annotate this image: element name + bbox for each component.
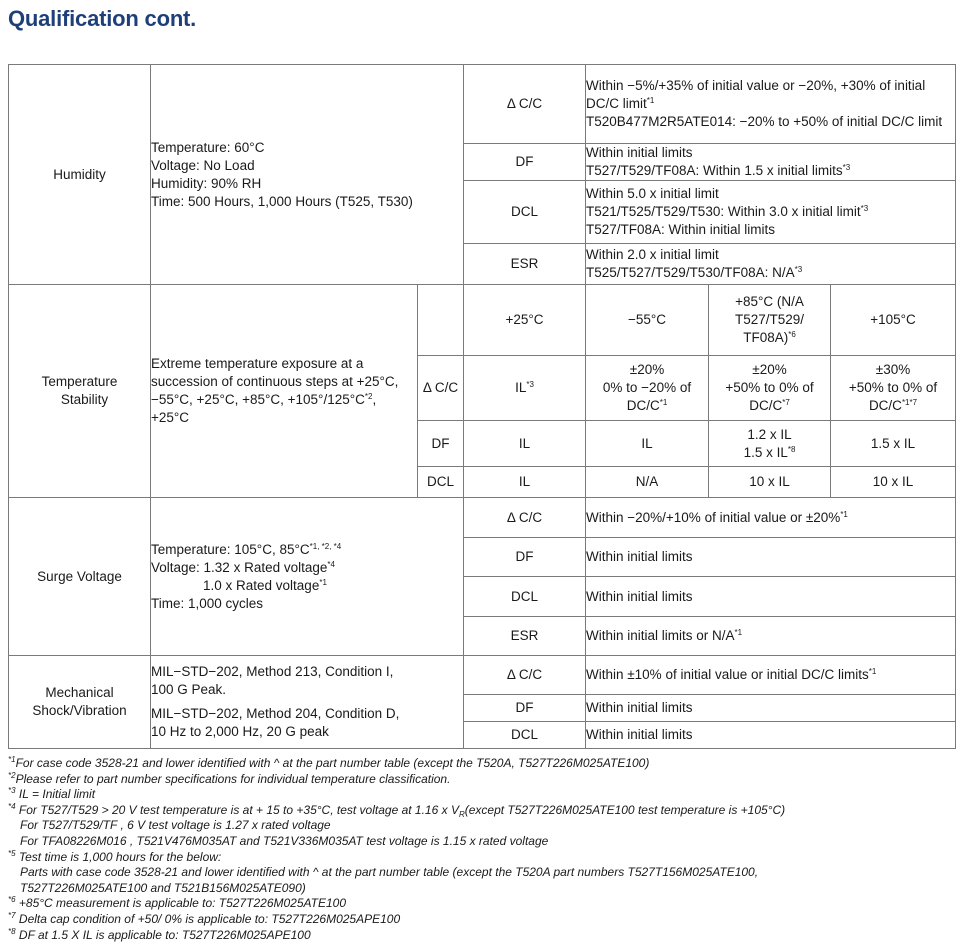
mech-df-param: DF [464, 695, 586, 722]
temp-stability-label: Temperature Stability [9, 285, 151, 498]
temp-dcl-105: 10 x IL [831, 467, 956, 498]
mechanical-conditions: MIL−STD−202, Method 213, Condition I, 100 G Peak. MIL−STD−202, Method 204, Condition D, 10 Hz to 2,000 Hz, 20 G peak [151, 656, 464, 749]
mech-df-criteria: Within initial limits [586, 695, 956, 722]
humidity-df-criteria: Within initial limits T527/T529/TF08A: Within 1.5 x initial limits$^{*3}$ [586, 144, 956, 181]
mechanical-label: Mechanical Shock/Vibration [9, 656, 151, 749]
temp-dcc-minus55: ±20% 0% to −20% of $DC/C^{*1}$ [586, 356, 709, 421]
footnote-5-line2: Parts with case code 3528-21 and lower identified with ^ at the part number table (except the T520A part numbers T527T156M025ATE100, [20, 865, 759, 880]
surge-conditions: Temperature: 105°C, $85^\circ C^{*1, *2, *4}$ Voltage: 1.32 x Rated voltage$^{*4}$ 1.0 x Rated voltage$^{*1}$ Time: 1,000 cycles [151, 498, 464, 656]
temp-df-param: DF [418, 421, 464, 467]
humidity-cond-line: Temperature: 60°C [151, 139, 265, 155]
qualification-table [8, 64, 956, 749]
humidity-dcc-criteria: Within −5%/+35% of initial value or −20%, +30% of initial DC/C limit$^{*1}$ T520B477M2R5ATE014: −20% to +50% of initial DC/C limit [586, 65, 956, 144]
humidity-esr-criteria: Within 2.0 x initial limit T525/T527/T529/T530/TF08A: $N/A^{*3}$ [586, 244, 956, 285]
humidity-dcl-criteria: Within 5.0 x initial limit T521/T525/T529/T530: Within 3.0 x initial limit$^{*3}$ T527/TF08A: Within initial limits [586, 181, 956, 244]
page-title: Qualification cont. [8, 6, 197, 31]
temp-dcc-param: Δ C/C [418, 356, 464, 421]
humidity-conditions [151, 65, 464, 285]
temp-header-25: +25°C [464, 285, 586, 356]
footnote-4: $^{*4}$ For T527/T529 > 20 V test temperature is at + 15 to +35°C, test voltage at 1.16 x $V_R(except$ T527T226M025ATE100 test temperature is +105°C) [8, 801, 786, 819]
footnote-5-line3: T527T226M025ATE100 and T521B156M025ATE090) [20, 880, 306, 895]
temp-stability-conditions: Extreme temperature exposure at a succession of continuous steps at +25°C, −55°C, +25°C, +85°C, $+105^\circ/125^\circ C^{*2}$, +25°C [151, 285, 418, 498]
footnote-8: $^{*8}$ DF at 1.5 X IL is applicable to: T527T226M025APE100 [8, 926, 311, 942]
blank-cell [418, 285, 464, 356]
temp-dcc-105: ±30% +50% to 0% of $DC/C^{*1*7}$ [831, 356, 956, 421]
mech-dcl-criteria: Within initial limits [586, 722, 956, 749]
surge-dcl-param: DCL [464, 577, 586, 617]
surge-dcc-criteria: Within −20%/+10% of initial value or ±20%$^{*1}$ [586, 498, 956, 538]
temp-header-105: +105°C [831, 285, 956, 356]
footnote-1: $^{*1}$For case code 3528-21 and lower identified with ^ at the part number table (except the T520A, T527T226M025ATE100) [8, 755, 650, 770]
surge-dcc-param: Δ C/C [464, 498, 586, 538]
humidity-cond-line: Humidity: 90% RH [151, 175, 262, 191]
footnote-6: $^{*6}$ +85°C measurement is applicable to: T527T226M025ATE100 [8, 895, 346, 911]
humidity-dcc-param: Δ C/C [464, 65, 586, 144]
surge-esr-criteria: Within initial limits or $N/A^{*1}$ [586, 617, 956, 656]
surge-df-param: DF [464, 538, 586, 577]
mech-dcl-param: DCL [464, 722, 586, 749]
temp-dcl-25: IL [464, 467, 586, 498]
surge-label: Surge Voltage [9, 498, 151, 656]
humidity-cond-line: Voltage: No Load [151, 157, 255, 173]
footnote-4-line3: For TFA08226M016 , T521V476M035AT and T521V336M035AT test voltage is 1.15 x rated voltage [20, 833, 549, 848]
temp-df-85: 1.2 x IL 1.5 x IL$^{*8}$ [709, 421, 831, 467]
temp-dcc-85: ±20% +50% to 0% of $DC/C^{*7}$ [709, 356, 831, 421]
footnote-3: $^{*3}$ IL = Initial limit [8, 786, 96, 802]
temp-df-105: 1.5 x IL [831, 421, 956, 467]
humidity-cond-line: Time: 500 Hours, 1,000 Hours (T525, T530) [151, 193, 413, 209]
footnote-4-line2: For T527/T529/TF , 6 V test voltage is 1.27 x rated voltage [20, 818, 331, 833]
surge-esr-param: ESR [464, 617, 586, 656]
temp-dcl-85: 10 x IL [709, 467, 831, 498]
surge-dcl-criteria: Within initial limits [586, 577, 956, 617]
surge-df-criteria: Within initial limits [586, 538, 956, 577]
footnote-2: $^{*2}$Please refer to part number specifications for individual temperature classification. [8, 770, 451, 786]
humidity-dcl-param: DCL [464, 181, 586, 244]
temp-header-minus55: −55°C [586, 285, 709, 356]
mech-dcc-param: Δ C/C [464, 656, 586, 695]
humidity-esr-param: ESR [464, 244, 586, 285]
temp-dcl-param: DCL [418, 467, 464, 498]
temp-df-minus55: IL [586, 421, 709, 467]
humidity-label: Humidity [9, 65, 151, 285]
footnote-7: $^{*7}$ Delta cap condition of +50/ 0% is applicable to: T527T226M025APE100 [8, 910, 401, 926]
temp-header-85: +85°C (N/A T527/T529/ TF08A)$^{*6}$ [709, 285, 831, 356]
mech-dcc-criteria: Within ±10% of initial value or initial DC/C limits$^{*1}$ [586, 656, 956, 695]
temp-dcc-25: IL$^{*3}$ [464, 356, 586, 421]
footnote-5: $^{*5}$ Test time is 1,000 hours for the below: [8, 848, 222, 864]
temp-df-25: IL [464, 421, 586, 467]
humidity-df-param: DF [464, 144, 586, 181]
footnotes [8, 756, 953, 943]
temp-dcl-minus55: N/A [586, 467, 709, 498]
